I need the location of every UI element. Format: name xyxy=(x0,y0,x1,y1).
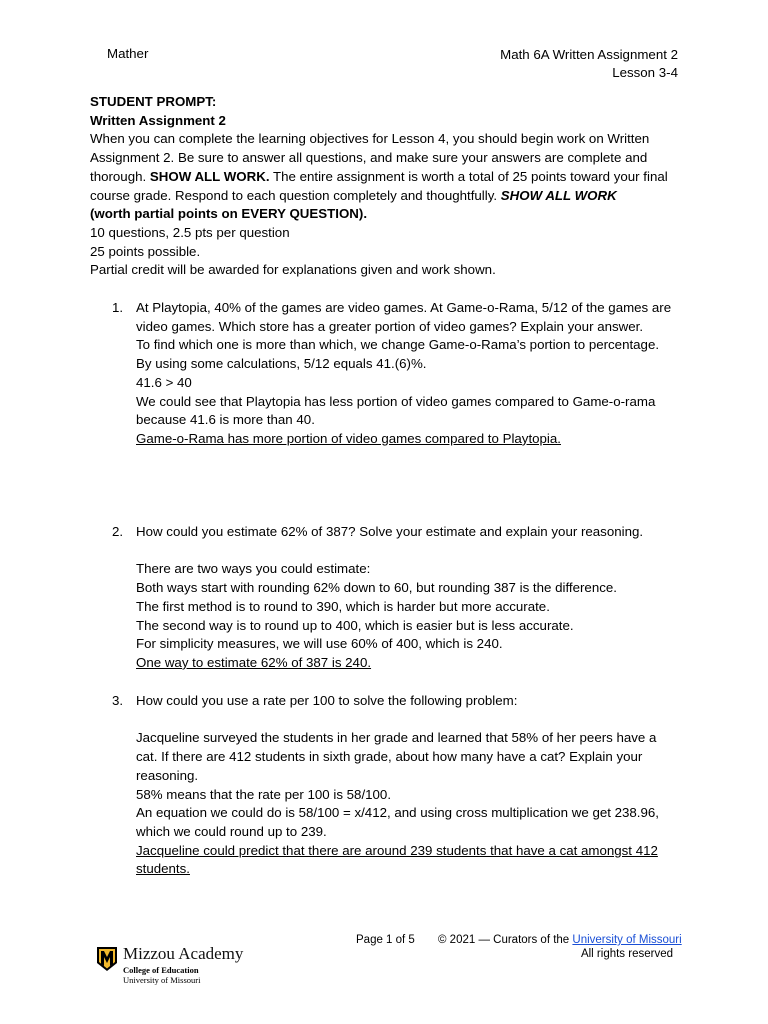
question-number: 3. xyxy=(112,693,124,708)
work-line: An equation we could do is 58/100 = x/412, and using cross multiplication we get 238.96, which we could round up to 239. xyxy=(136,805,659,839)
work-line: To find which one is more than which, we change Game-o-Rama’s portion to percentage. xyxy=(136,337,660,353)
logo-college: College of Education xyxy=(123,965,199,975)
questions-count: 10 questions, 2.5 pts per question xyxy=(90,224,290,240)
question-2 xyxy=(90,523,680,673)
logo-title: Mizzou Academy xyxy=(123,944,244,963)
rights-reserved: All rights reserved xyxy=(580,948,673,960)
work-line: Jacqueline surveyed the students in her grade and learned that 58% of her peers have a cat. If there are 412 students in sixth grade, about how many have a cat? Explain your reasoning. xyxy=(136,730,657,783)
question-prompt: At Playtopia, 40% of the games are video games. At Game-o-Rama, 5/12 of the games are video games. Which store has a greater portion of video games? Explain your answer. xyxy=(136,300,672,334)
question-1 xyxy=(90,299,680,449)
work-line: The second way is to round up to 400, which is easier but is less accurate. xyxy=(136,617,574,633)
question-answer: Jacqueline could predict that there are around 239 students that have a cat amongst 412 students. xyxy=(136,842,658,877)
assignment-title: Written Assignment 2 xyxy=(90,112,226,128)
show-all-work-italic: SHOW ALL WORK xyxy=(500,187,617,203)
question-answer: One way to estimate 62% of 387 is 240. xyxy=(136,654,372,670)
work-line: By using some calculations, 5/12 equals 41.(6)%. xyxy=(136,356,427,372)
work-line: The first method is to round to 390, which is harder but more accurate. xyxy=(136,598,550,614)
intro-paragraph xyxy=(90,130,680,224)
work-line: 41.6 > 40 xyxy=(136,374,192,390)
header-course xyxy=(500,46,678,82)
question-prompt: How could you use a rate per 100 to solve the following problem: xyxy=(136,693,518,708)
copyright xyxy=(438,934,682,946)
work-line: We could see that Playtopia has less portion of video games compared to Game-o-rama because 41.6 is more than 40. xyxy=(136,393,656,428)
university-link[interactable]: University of Missouri xyxy=(572,934,682,946)
question-3 xyxy=(90,692,680,879)
work-line: Both ways start with rounding 62% down to 60, but rounding 387 is the difference. xyxy=(136,580,617,596)
show-all-work-bold: SHOW ALL WORK. xyxy=(149,168,270,184)
intro-section xyxy=(90,93,680,280)
mizzou-academy-logo xyxy=(96,944,246,989)
work-line: 58% means that the rate per 100 is 58/100. xyxy=(136,786,392,802)
question-prompt: How could you estimate 62% of 387? Solve your estimate and explain your reasoning. xyxy=(136,524,644,539)
header-author: Mather xyxy=(107,46,149,61)
work-line: There are two ways you could estimate: xyxy=(136,561,371,577)
points-possible: 25 points possible. xyxy=(90,243,201,259)
partial-credit-note: Partial credit will be awarded for explanations given and work shown. xyxy=(90,262,496,278)
header-lesson: Lesson 3-4 xyxy=(612,65,678,80)
question-answer: Game-o-Rama has more portion of video games compared to Playtopia. xyxy=(136,430,561,446)
page-number: Page 1 of 5 xyxy=(356,934,415,946)
logo-university: University of Missouri xyxy=(123,975,201,985)
student-prompt-label: STUDENT PROMPT: xyxy=(90,94,217,109)
question-number: 2. xyxy=(112,524,124,539)
mizzou-tiger-icon xyxy=(96,946,118,972)
header-course-title: Math 6A Written Assignment 2 xyxy=(500,47,678,62)
question-number: 1. xyxy=(112,300,124,315)
copyright-prefix: © 2021 — Curators of the xyxy=(438,934,573,946)
work-line: For simplicity measures, we will use 60% of 400, which is 240. xyxy=(136,636,503,652)
partial-points-note: (worth partial points on EVERY QUESTION). xyxy=(90,206,368,222)
intro-text-1: When you can complete the learning objectives for Lesson 4, you should begin work on Written Assignment 2. Be sure to answer all questions, and make sure your answers are complete and thorough. xyxy=(90,131,650,184)
intro-text-2: The entire assignment is worth a total of 25 points toward your final course grade. Respond to each question completely and thoughtfully. xyxy=(90,168,668,203)
